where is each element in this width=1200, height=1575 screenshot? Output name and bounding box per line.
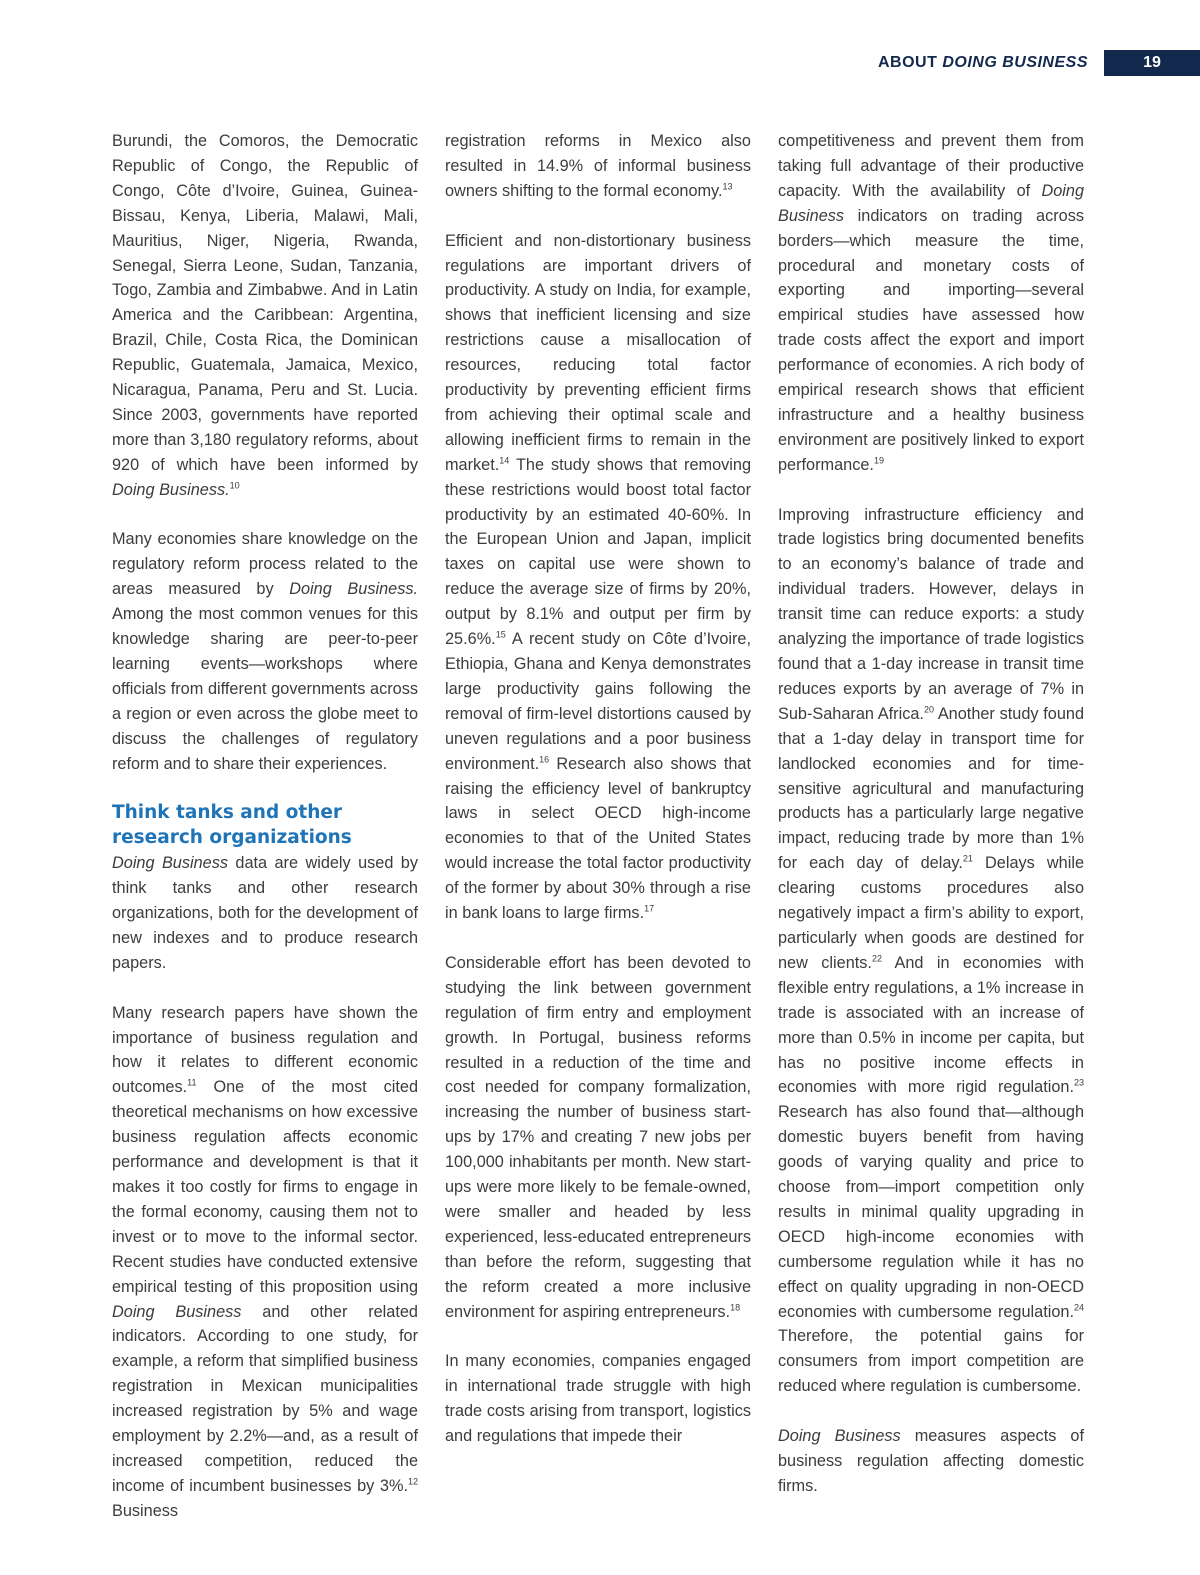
text-column-1 xyxy=(112,129,418,1524)
footnote-ref: 20 xyxy=(923,704,934,715)
footnote-ref: 16 xyxy=(539,754,550,765)
running-header xyxy=(878,50,1200,76)
paragraph: Doing Business measures aspects of business regulation affecting domestic firms. xyxy=(778,1427,1084,1495)
paragraph: Efficient and non-distortionary business regulations are important drivers of productivity. A study on India, for example, shows that inefficient licensing and size restrictions cause a misallocation of resources, reducing total factor productivity by preventing efficient firms from achieving their optimal scale and allowing inefficient firms to remain in the market.$^{14}$ The study shows that removing these restrictions would boost total factor productivity by an estimated 40-60%. In the European Union and Japan, implicit taxes on capital use were shown to reduce the average size of firms by 20%, output by 8.1% and output per firm by 25.6%.$^{15}$ A recent study on Côte d’Ivoire, Ethiopia, Ghana and Kenya demonstrates large productivity gains following the removal of firm-level distortions caused by uneven regulations and a poor business environment.$^{16}$ Research also shows that raising the efficiency level of bankruptcy laws in select OECD high-income economies to that of the United States would increase the total factor productivity of the former by about 30% through a rise in bank loans to large firms.$^{17}$ xyxy=(445,231,751,923)
paragraph: Considerable effort has been devoted to studying the link between government regulation of firm entry and employment growth. In Portugal, business reforms resulted in a reduction of the time and cost needed for company formalization, increasing the number of business start-ups by 17% and creating 7 new jobs per 100,000 inhabitants per month. New start-ups were more likely to be female-owned, were smaller and headed by less experienced, less-educated entrepreneurs than before the reform, suggesting that the reform created a more inclusive environment for aspiring entrepreneurs.$^{18}$ xyxy=(445,953,751,1321)
paragraph: Many research papers have shown the importance of business regulation and how it relates to different economic outcomes.$^{11}$ One of the most cited theoretical mechanisms on how excessive business regulation affects economic performance and development is that it makes it too costly for firms to engage in the formal economy, causing them not to invest or to move to the informal sector. Recent studies have conducted extensive empirical testing of this proposition using Doing Business and other related indicators. According to one study, for example, a reform that simplified business registration in Mexican municipalities increased registration by 5% and wage employment by 2.2%—and, as a result of increased competition, reduced the income of incumbent businesses by 3%.$^{12}$ Business xyxy=(112,1003,418,1520)
paragraph: Burundi, the Comoros, the Democratic Republic of Congo, the Republic of Congo, Côte d’Ivoire, Guinea, Guinea-Bissau, Kenya, Liberia, Malawi, Mali, Mauritius, Niger, Nigeria, Rwanda, Senegal, Sierra Leone, Sudan, Tanzania, Togo, Zambia and Zimbabwe. And in Latin America and the Caribbean: Argentina, Brazil, Chile, Costa Rica, the Dominican Republic, Guatemala, Jamaica, Mexico, Nicaragua, Panama, Peru and St. Lucia. Since 2003, governments have reported more than 3,180 regulatory reforms, about 920 of which have been informed by Doing Business.$^{10}$ xyxy=(112,132,418,499)
footnote-ref: 10 xyxy=(229,480,240,491)
section-heading: Think tanks and other research organizations xyxy=(112,802,352,849)
footnote-ref: 13 xyxy=(722,181,733,192)
page-number: 19 xyxy=(1104,50,1200,76)
text-column-3 xyxy=(778,129,1084,1499)
paragraph: competitiveness and prevent them from taking full advantage of their productive capacity. With the availability of Doing Business indicators on trading across borders—which measure the time, procedural and monetary costs of exporting and importing—several empirical studies have assessed how trade costs affect the export and import performance of economies. A rich body of empirical research shows that efficient infrastructure and a healthy business environment are positively linked to export performance.$^{19}$ xyxy=(778,132,1084,474)
paragraph: Improving infrastructure efficiency and trade logistics bring documented benefits to an economy’s balance of trade and individual traders. However, delays in transit time can reduce exports: a study analyzing the importance of trade logistics found that a 1-day increase in transit time reduces exports by an average of 7% in Sub-Saharan Africa.$^{20}$ Another study found that a 1-day delay in transport time for landlocked economies and for time-sensitive agricultural and manufacturing products has a particularly large negative impact, reducing trade by more than 1% for each day of delay.$^{21}$ Delays while clearing customs procedures also negatively impact a firm’s ability to export, particularly when goods are destined for new clients.$^{22}$ And in economies with flexible entry regulations, a 1% increase in trade is associated with an increase of more than 0.5% in income per capita, but has no positive income effects in economies with more rigid regulation.$^{23}$ Research has also found that—although domestic buyers benefit from having goods of varying quality and price to choose from—import competition only results in minimal quality upgrading in OECD high-income economies with cumbersome regulation while it has no effect on quality upgrading in non-OECD economies with cumbersome regulation.$^{24}$ Therefore, the potential gains for consumers from import competition are reduced where regulation is cumbersome. xyxy=(778,505,1085,1396)
footnote-ref: 23 xyxy=(1073,1078,1084,1088)
header-prefix: ABOUT xyxy=(877,54,938,71)
paragraph: In many economies, companies engaged in international trade struggle with high trade costs arising from transport, logistics and regulations that impede their xyxy=(445,1352,751,1446)
paragraph: Doing Business data are widely used by think tanks and other research organizations, both for the development of new indexes and to produce research papers. xyxy=(112,854,418,972)
footnote-ref: 11 xyxy=(187,1077,197,1088)
footnote-ref: 21 xyxy=(962,853,973,864)
footnote-ref: 22 xyxy=(871,953,882,964)
header-publication-title: DOING BUSINESS xyxy=(942,54,1088,71)
header-title xyxy=(878,54,1088,72)
paragraph: registration reforms in Mexico also resulted in 14.9% of informal business owners shifting to the formal economy.$^{13}$ xyxy=(445,132,751,200)
text-column-2 xyxy=(445,129,751,1449)
footnote-ref: 15 xyxy=(495,629,506,640)
footnote-ref: 17 xyxy=(644,903,655,914)
footnote-ref: 12 xyxy=(407,1476,418,1487)
paragraph: Many economies share knowledge on the regulatory reform process related to the areas measured by Doing Business. Among the most common venues for this knowledge sharing are peer-to-peer learning events—workshops where officials from different governments across a region or even across the globe meet to discuss the challenges of regulatory reform and to share their experiences. xyxy=(112,530,418,773)
footnote-ref: 19 xyxy=(873,455,884,466)
footnote-ref: 14 xyxy=(499,455,510,466)
footnote-ref: 24 xyxy=(1073,1302,1084,1313)
footnote-ref: 18 xyxy=(730,1302,741,1313)
